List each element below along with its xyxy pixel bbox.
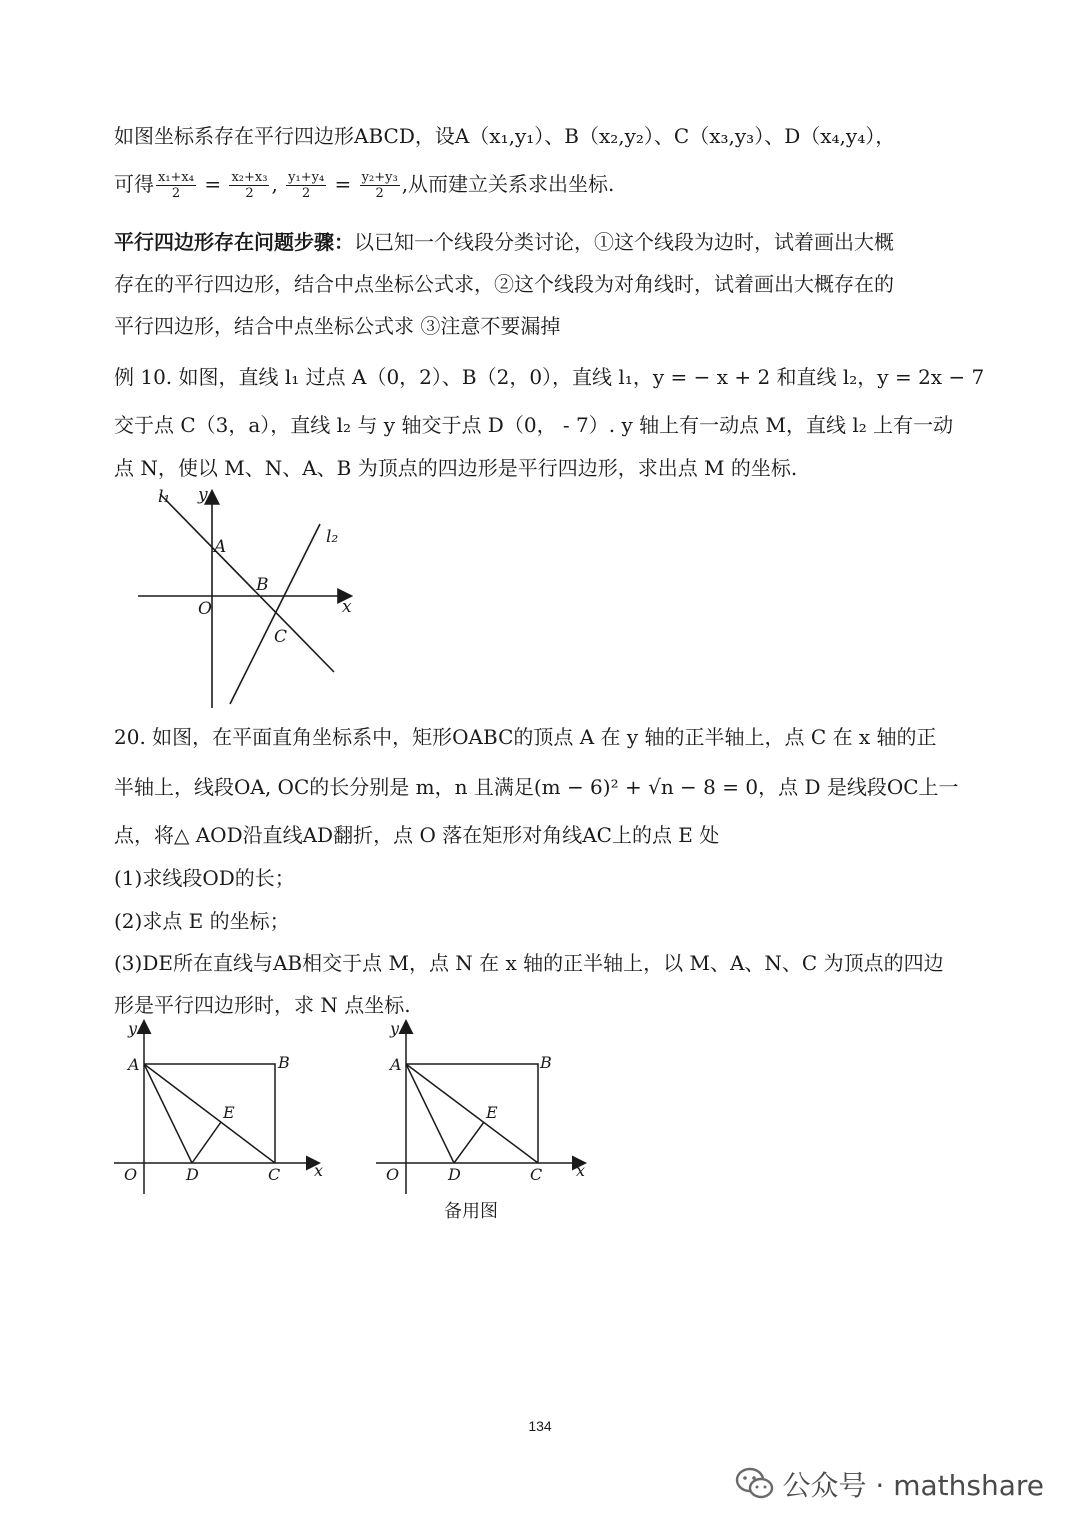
segment-DE (454, 1122, 484, 1163)
segment-AD (406, 1064, 454, 1163)
steps-text-1: 以已知一个线段分类讨论，①这个线段为边时，试着画出大概 (354, 230, 894, 254)
label-E: E (223, 1103, 235, 1122)
fraction-4: $\frac{\text{y₂+y₃}}{2}$ (361, 170, 398, 201)
diagonal-AC (406, 1064, 538, 1163)
watermark-text: 公众号 · mathshare (782, 1469, 1044, 1502)
problem20-q2: (2)求点 E 的坐标； (114, 909, 290, 933)
problem20-backup-figure (372, 1018, 602, 1198)
problem20-q3-line-1: (3)DE所在直线与AB相交于点 M，点 N 在 x 轴的正半轴上，以 M、A、N、C 为顶点的四边 (114, 951, 944, 975)
label-B: B (256, 575, 269, 595)
label-B: B (540, 1053, 552, 1072)
line-l1 (160, 494, 334, 672)
example10-line-2: 交于点 C（3，a），直线 l₂ 与 y 轴交于点 D（0， - 7）. y 轴上有一动点 M，直线 l₂ 上有一动 (114, 413, 954, 437)
label-E: E (486, 1103, 498, 1122)
label-x: x (314, 1161, 324, 1180)
label-x: x (576, 1161, 586, 1180)
equals-2: = (334, 172, 352, 196)
label-D: D (448, 1165, 461, 1184)
label-y: y (390, 1019, 400, 1038)
problem20-line-3: 点，将△ AOD沿直线AD翻折，点 O 落在矩形对角线AC上的点 E 处 (114, 823, 720, 847)
figure-caption: 备用图 (444, 1201, 498, 1222)
diagonal-AC (144, 1064, 275, 1163)
fraction-2: $\frac{\text{x₂+x₃}}{2}$ (231, 170, 268, 201)
segment-AD (144, 1064, 192, 1163)
label-y: y (198, 485, 208, 505)
example10-figure (130, 482, 370, 712)
page-number: 134 (528, 1418, 552, 1434)
label-C: C (274, 627, 288, 647)
comma: , (271, 172, 278, 196)
label-x: x (342, 597, 352, 617)
label-l1: l₁ (158, 487, 171, 507)
label-O: O (124, 1165, 138, 1184)
wechat-icon (735, 1467, 775, 1501)
label-l2: l₂ (326, 527, 339, 547)
problem20-q3-line-2: 形是平行四边形时，求 N 点坐标. (114, 993, 411, 1017)
steps-line-1 (114, 226, 894, 255)
label-B: B (278, 1053, 290, 1072)
example10-line-3: 点 N，使以 M、N、A、B 为顶点的四边形是平行四边形，求出点 M 的坐标. (114, 456, 798, 480)
problem20-figure (110, 1018, 340, 1198)
label-A: A (128, 1055, 140, 1074)
intro-prefix: 可得 (114, 172, 154, 196)
segment-DE (192, 1122, 221, 1163)
steps-line-2: 存在的平行四边形，结合中点坐标公式求，②这个线段为对角线时，试着画出大概存在的 (114, 272, 894, 296)
label-y: y (128, 1019, 138, 1038)
steps-line-3: 平行四边形，结合中点坐标公式求 ③注意不要漏掉 (114, 314, 561, 338)
example10-line-1: 例 10. 如图，直线 l₁ 过点 A（0，2）、B（2，0），直线 l₁，y = − x + 2 和直线 l₂，y = 2x − 7 (114, 365, 985, 389)
intro-line-2 (114, 168, 614, 201)
label-C: C (268, 1165, 281, 1184)
equals-1: = (204, 172, 222, 196)
steps-title: 平行四边形存在问题步骤： (114, 230, 354, 254)
label-C: C (530, 1165, 543, 1184)
label-O: O (386, 1165, 400, 1184)
label-D: D (186, 1165, 199, 1184)
fraction-1: $\frac{\text{x₁+x₄}}{2}$ (158, 170, 194, 201)
label-A: A (214, 537, 227, 557)
problem20-line-1: 20. 如图，在平面直角坐标系中，矩形OABC的顶点 A 在 y 轴的正半轴上，点 C 在 x 轴的正 (114, 725, 937, 749)
intro-line-1: 如图坐标系存在平行四边形ABCD，设A（x₁,y₁）、B（x₂,y₂）、C（x₃,y₃）、D（x₄,y₄）， (114, 124, 896, 148)
label-A: A (390, 1055, 402, 1074)
fraction-3: $\frac{\text{y₁+y₄}}{2}$ (288, 170, 325, 201)
problem20-line-2: 半轴上，线段OA, OC的长分别是 m，n 且满足(m − 6)² + √n − 8 = 0，点 D 是线段OC上一 (114, 775, 959, 799)
line-l2 (230, 524, 320, 704)
watermark (735, 1464, 1044, 1504)
label-O: O (198, 599, 212, 619)
intro-suffix: ,从而建立关系求出坐标. (401, 172, 615, 196)
problem20-q1: (1)求线段OD的长； (114, 866, 295, 890)
